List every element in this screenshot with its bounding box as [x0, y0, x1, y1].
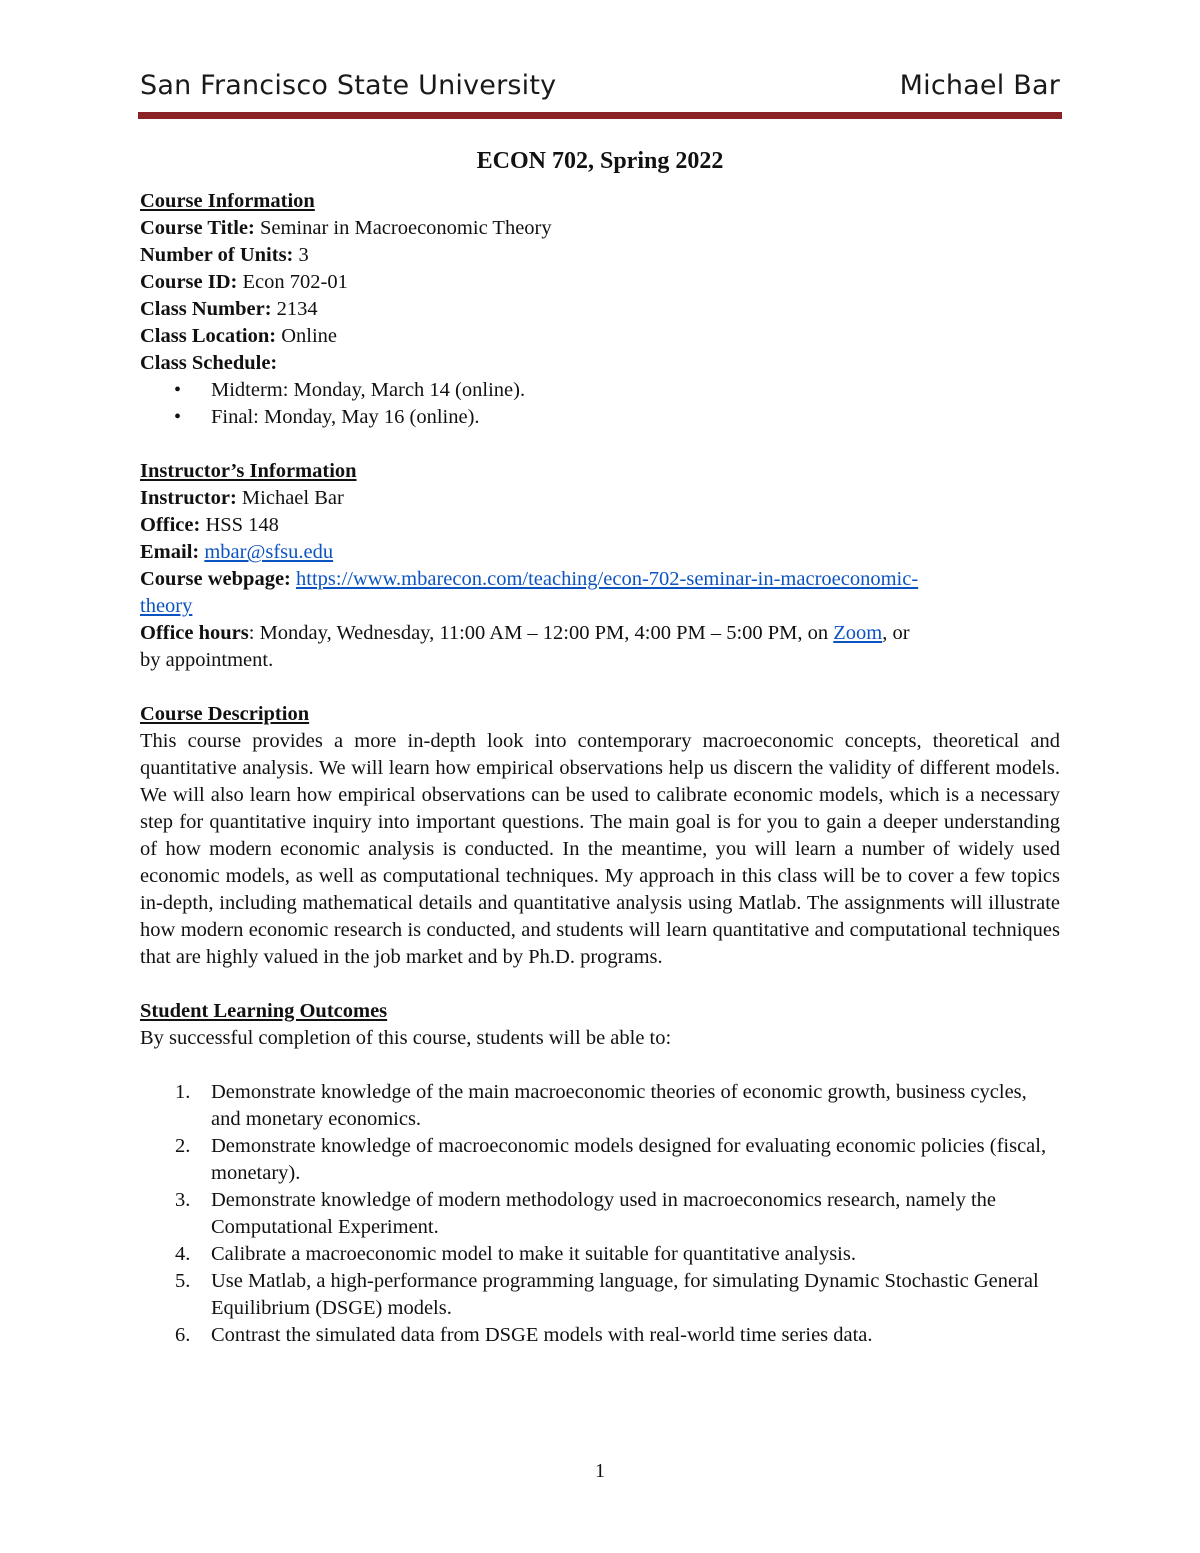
field-label: Office hours — [140, 622, 249, 644]
list-item: • Midterm: Monday, March 14 (online). — [140, 377, 1060, 404]
header-author: Michael Bar — [899, 70, 1060, 101]
outcomes-list — [140, 1079, 1060, 1349]
webpage-link-cont[interactable]: theory — [140, 595, 193, 617]
field-value: 2134 — [271, 298, 318, 320]
instructor-info-heading: Instructor’s Information — [140, 460, 357, 482]
list-item — [140, 1322, 1060, 1349]
list-item — [140, 1133, 1060, 1187]
item-text: Contrast the simulated data from DSGE models with real-world time series data. — [211, 1324, 873, 1346]
field-value: Michael Bar — [236, 487, 344, 509]
field-value: 3 — [293, 244, 309, 266]
class-schedule-row — [140, 350, 1060, 377]
item-text: Calibrate a macroeconomic model to make it suitable for quantitative analysis. — [211, 1243, 856, 1265]
item-text: Demonstrate knowledge of the main macroeconomic theories of economic growth, business cycles, and monetary economics. — [211, 1081, 1027, 1130]
document-body — [140, 138, 1060, 1349]
course-id-row — [140, 269, 1060, 296]
item-number: 1. — [175, 1081, 191, 1103]
field-value: , or — [882, 622, 910, 644]
zoom-link[interactable]: Zoom — [833, 622, 883, 644]
webpage-row-cont — [140, 593, 1060, 620]
item-number: 4. — [175, 1243, 191, 1265]
item-number: 3. — [175, 1189, 191, 1211]
item-number: 2. — [175, 1135, 191, 1157]
item-number: 6. — [175, 1324, 191, 1346]
course-info-heading: Course Information — [140, 190, 315, 212]
list-item — [140, 1187, 1060, 1241]
field-label: Course webpage: — [140, 568, 291, 590]
office-row — [140, 512, 1060, 539]
page-number: 1 — [595, 1460, 605, 1482]
field-label: Number of Units: — [140, 244, 294, 266]
list-item — [140, 1079, 1060, 1133]
office-hours-row-cont: by appointment. — [140, 649, 274, 671]
units-row — [140, 242, 1060, 269]
class-number-row — [140, 296, 1060, 323]
document-title: ECON 702, Spring 2022 — [476, 148, 724, 174]
field-label: Instructor: — [140, 487, 237, 509]
office-hours-row — [140, 620, 1060, 647]
header-rule — [138, 112, 1062, 119]
webpage-link[interactable]: https://www.mbarecon.com/teaching/econ-702-seminar-in-macroeconomic- — [296, 568, 919, 590]
header-university: San Francisco State University — [140, 70, 557, 101]
item-text: Use Matlab, a high-performance programming language, for simulating Dynamic Stochastic General Equilibrium (DSGE) models. — [211, 1270, 1039, 1319]
field-value: : Monday, Wednesday, 11:00 AM – 12:00 PM, 4:00 PM – 5:00 PM, on — [248, 622, 834, 644]
list-item — [140, 1268, 1060, 1322]
instructor-row — [140, 485, 1060, 512]
field-value: Econ 702-01 — [237, 271, 348, 293]
webpage-row — [140, 566, 1060, 593]
page-header — [140, 70, 1060, 101]
outcomes-intro: By successful completion of this course, students will be able to: — [140, 1027, 672, 1049]
item-text: Demonstrate knowledge of modern methodology used in macroeconomics research, namely the Computational Experiment. — [211, 1189, 997, 1238]
field-label: Course Title: — [140, 217, 255, 239]
email-link[interactable]: mbar@sfsu.edu — [204, 541, 334, 563]
field-label: Office: — [140, 514, 201, 536]
item-text: Demonstrate knowledge of macroeconomic models designed for evaluating economic policies (fiscal, monetary). — [211, 1135, 1047, 1184]
description-text: This course provides a more in-depth look into contemporary macroeconomic concepts, theoretical and quantitative analysis. We will learn how empirical observations help us discern the validity of different models. We will also learn how empirical observations can be used to calibrate economic models, which is a necessary step for quantitative inquiry into important questions. The main goal is for you to gain a deeper understanding of how modern economic analysis is conducted. In the meantime, you will learn a number of widely used economic models, as well as computational techniques. My approach in this class will be to cover a few topics in-depth, including mathematical details and quantitative analysis using Matlab. The assignments will illustrate how modern economic research is conducted, and students will learn quantitative and computational techniques that are highly valued in the job market and by Ph.D. programs. — [140, 730, 1060, 968]
field-value: HSS 148 — [200, 514, 279, 536]
schedule-list — [140, 377, 1060, 431]
outcomes-heading: Student Learning Outcomes — [140, 1000, 388, 1022]
field-value: Online — [276, 325, 338, 347]
course-title-row — [140, 215, 1060, 242]
list-item — [140, 1241, 1060, 1268]
field-label: Class Number: — [140, 298, 272, 320]
field-label: Course ID: — [140, 271, 238, 293]
field-value: Seminar in Macroeconomic Theory — [254, 217, 552, 239]
class-location-row — [140, 323, 1060, 350]
field-label: Class Location: — [140, 325, 277, 347]
item-number: 5. — [175, 1270, 191, 1292]
field-label: Email: — [140, 541, 200, 563]
description-heading: Course Description — [140, 703, 310, 725]
email-row — [140, 539, 1060, 566]
list-item: • Final: Monday, May 16 (online). — [140, 404, 1060, 431]
field-label: Class Schedule: — [140, 352, 278, 374]
